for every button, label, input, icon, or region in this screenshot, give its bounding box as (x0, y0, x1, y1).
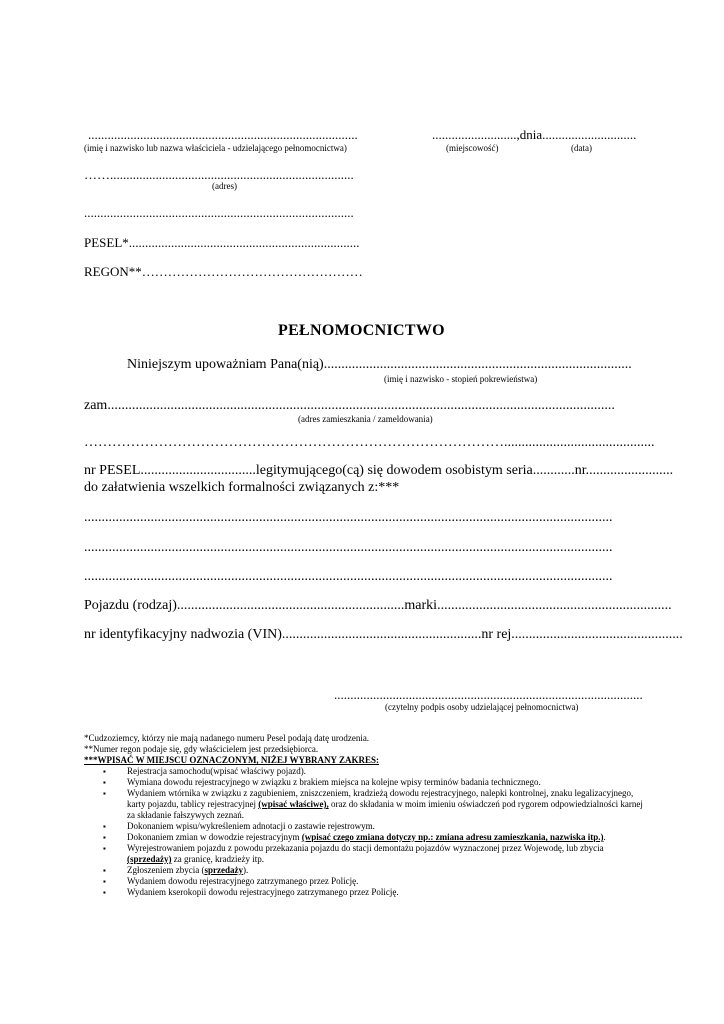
scope-item-text: Wydaniem wtórnika w związku z zagubieniem, zniszczeniem, kradzieżą dowodu rejestracyjnego, nalepki kontrolnej, znaku legalizacyjnego, karty pojazdu, tablicy rejestracyjnej (127, 788, 634, 809)
scope-item-emphasis: sprzedaży (204, 865, 243, 875)
authorize-label: (imię i nazwisko - stopień pokrewieństwa) (384, 374, 538, 384)
scope-item-text: Wymiana dowodu rejestracyjnego w związku z brakiem miejsca na kolejne wpisy terminów badania technicznego. (127, 777, 541, 787)
scope-item (127, 777, 647, 788)
bullet-icon: ▪ (103, 833, 106, 842)
place-label: (miejscowość) (446, 143, 499, 153)
scope-item-text-end: . (603, 832, 606, 842)
bullet-icon: ▪ (103, 888, 106, 897)
scope-item (127, 876, 647, 887)
scope-item-text: Rejestracja samochodu(wpisać właściwy pojazd). (127, 766, 306, 776)
dotted-line-1[interactable]: ………………………………………………………………………………........................................... (84, 435, 655, 450)
bullet-icon: ▪ (103, 778, 106, 787)
scope-item-text: Wyrejestrowaniem pojazdu z powodu przekazania pojazdu do stacji demontażu pojazdów wyznaczonej przez Wojewodę, lub zbycia (127, 843, 604, 853)
date-label: (data) (571, 143, 592, 153)
dotted-line-3[interactable]: ....................................................................................................................................................... (84, 540, 613, 555)
footnote-foreigners: *Cudzoziemcy, którzy nie mają nadanego numeru Pesel podają datę urodzenia. (84, 733, 370, 743)
pesel-owner-line[interactable]: PESEL*....................................................................... (84, 235, 360, 250)
address-dotted-line-2[interactable]: ................................................................................... (84, 205, 354, 220)
bullet-icon: ▪ (103, 822, 106, 831)
dotted-line-2[interactable]: ....................................................................................................................................................... (84, 510, 613, 525)
scope-item-text-end: oraz do składania w moim imieniu oświadczeń pod rygorem odpowiedzialności karnej za składanie fałszywych zeznań. (127, 799, 643, 820)
purpose-line: do załatwienia wszelkich formalności związanych z:*** (84, 480, 400, 495)
scope-item-text: Zgłoszeniem zbycia ( (127, 865, 205, 875)
footnote-regon: **Numer regon podaje się, gdy właścicielem jest przedsiębiorca. (84, 744, 319, 754)
scope-item (127, 865, 647, 876)
bullet-icon: ▪ (103, 767, 106, 776)
scope-item (127, 766, 647, 777)
document-title: PEŁNOMOCNICTWO (278, 322, 445, 339)
pesel-id-line[interactable]: nr PESEL.................................legitymującego(cą) się dowodem osobistym seria............nr......................... (84, 463, 674, 478)
bullet-icon: ▪ (103, 844, 106, 853)
address-dotted-line[interactable]: ……........................................................................... (84, 167, 354, 182)
scope-item-emphasis: (wpisać czego zmiana dotyczy np.: zmiana adresu zamieszkania, nazwiska itp.) (301, 832, 604, 842)
scope-item (127, 821, 647, 832)
scope-item-text: Wydaniem dowodu rejestracyjnego zatrzymanego przez Policję. (127, 876, 359, 886)
dotted-line-4[interactable]: ....................................................................................................................................................... (84, 569, 613, 584)
bullet-icon: ▪ (103, 789, 106, 798)
scope-item-text: Dokonaniem zmian w dowodzie rejestracyjnym (127, 832, 302, 842)
scope-item (127, 843, 647, 865)
regon-line[interactable]: REGON**…………………………………………… (84, 264, 363, 279)
scope-item-text-end: za granicę, kradzieży itp. (171, 854, 264, 864)
scope-item (127, 788, 647, 821)
bullet-icon: ▪ (103, 866, 106, 875)
address-label: (adres) (212, 181, 237, 191)
bullet-icon: ▪ (103, 877, 106, 886)
vin-line[interactable]: nr identyfikacyjny nadwozia (VIN).........................................................nr rej................................................. (84, 627, 683, 642)
residence-line[interactable]: zam................................................................................................................................................. (84, 398, 615, 413)
signature-line[interactable]: ............................................................................................... (334, 687, 643, 702)
scope-item-text: Dokonaniem wpisu/wykreśleniem adnotacji o zastawie rejestrowym. (127, 821, 375, 831)
authorize-line[interactable]: Niniejszym upoważniam Pana(nią)........................................................................................ (127, 357, 632, 372)
place-date-dotted-line[interactable]: ..........................,dnia............................. (432, 127, 637, 142)
signature-label: (czytelny podpis osoby udzielającej pełnomocnictwa) (385, 702, 579, 712)
scope-item-emphasis: (sprzedaży) (127, 854, 172, 864)
residence-label: (adres zamieszkania / zameldowania) (298, 414, 433, 424)
footnote-scope-heading: ***WPISAĆ W MIEJSCU OZNACZONYM, NIŻEJ WYBRANY ZAKRES: (84, 755, 379, 765)
scope-item (127, 832, 647, 843)
scope-item-text-end: ). (242, 865, 249, 875)
owner-dotted-line[interactable]: ................................................................................... (88, 127, 358, 142)
scope-item (127, 887, 647, 898)
vehicle-line[interactable]: Pojazdu (rodzaj).................................................................marki................................................................... (84, 598, 672, 613)
scope-item-text: Wydaniem kserokopii dowodu rejestracyjnego zatrzymanego przez Policję. (127, 887, 399, 897)
scope-item-emphasis: (wpisać właściwe), (258, 799, 329, 809)
owner-label: (imię i nazwisko lub nazwa właściciela - udzielającego pełnomocnictwa) (84, 143, 347, 153)
